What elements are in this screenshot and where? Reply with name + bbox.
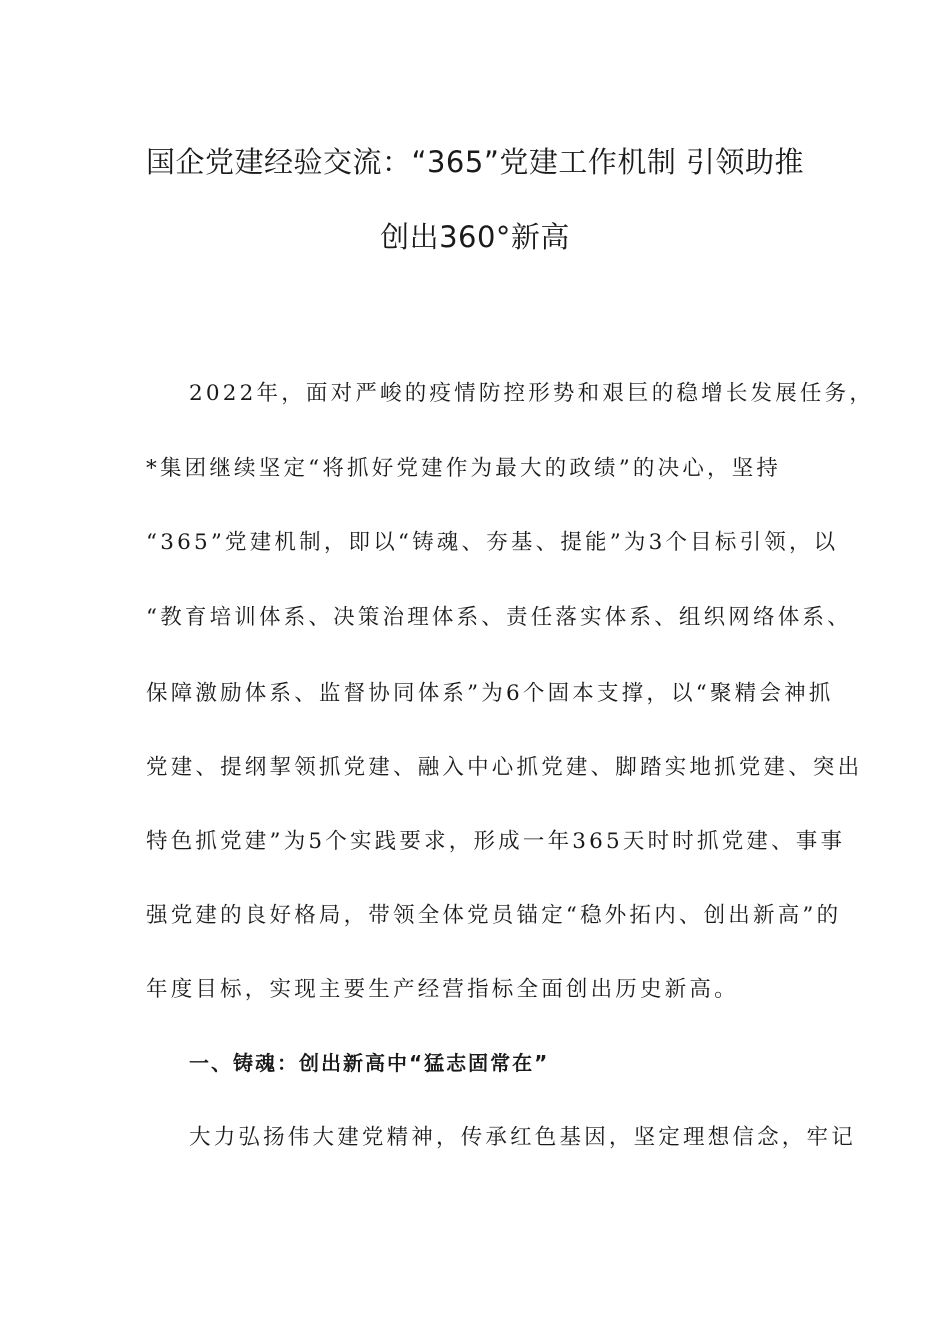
document-title-line-2: 创出360°新高 <box>380 220 570 254</box>
section-heading: 一、铸魂：创出新高中“猛志固常在” <box>189 1051 550 1075</box>
paragraph-line: 年度目标，实现主要生产经营指标全面创出历史新高。 <box>146 977 739 1002</box>
paragraph-line: “365”党建机制，即以“铸魂、夯基、提能”为3个目标引领，以 <box>146 530 839 555</box>
paragraph-line: 保障激励体系、监督协同体系”为6个固本支撑，以“聚精会神抓 <box>146 681 834 706</box>
paragraph-line: 特色抓党建”为5个实践要求，形成一年365天时时抓党建、事事 <box>146 829 846 854</box>
paragraph-line: 强党建的良好格局，带领全体党员锚定“稳外拓内、创出新高”的 <box>146 903 842 928</box>
paragraph-line: 2022年，面对严峻的疫情防控形势和艰巨的稳增长发展任务， <box>189 381 875 406</box>
paragraph-line: 党建、提纲挈领抓党建、融入中心抓党建、脚踏实地抓党建、突出 <box>146 755 863 780</box>
paragraph-line: “教育培训体系、决策治理体系、责任落实体系、组织网络体系、 <box>146 605 852 630</box>
paragraph-line: 大力弘扬伟大建党精神，传承红色基因，坚定理想信念，牢记 <box>189 1125 856 1150</box>
document-title-line-1: 国企党建经验交流：“365”党建工作机制 引领助推 <box>145 145 805 179</box>
paragraph-line: *集团继续坚定“将抓好党建作为最大的政绩”的决心，坚持 <box>146 456 782 481</box>
